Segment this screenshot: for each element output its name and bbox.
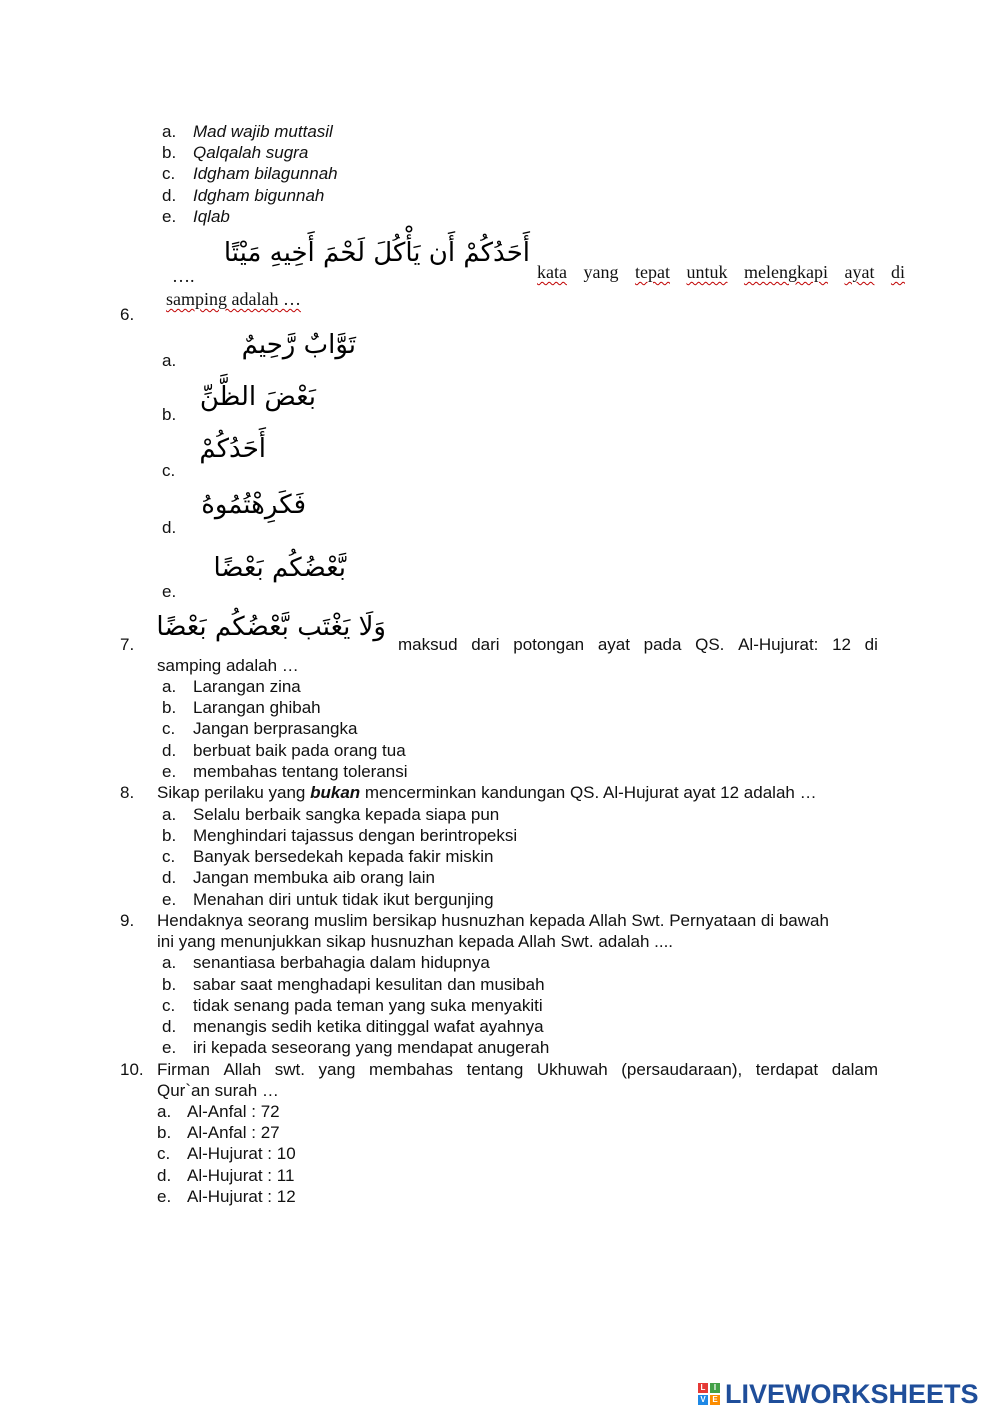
option-letter: d. (162, 741, 177, 760)
option-text: Idgham bilagunnah (193, 164, 338, 183)
option-letter: b. (157, 1123, 172, 1142)
arabic-verse: أَحَدُكُمْ أَن يَأْكُلَ لَحْمَ أَخِيهِ مَيْتًا (223, 238, 530, 268)
option-letter: a. (157, 1102, 172, 1121)
option-letter: c. (157, 1144, 171, 1163)
option-text: Qalqalah sugra (193, 143, 309, 162)
option-letter: e. (162, 207, 177, 226)
option-text: menangis sedih ketika ditinggal wafat ayahnya (193, 1017, 544, 1036)
question-text-line2: ini yang menunjukkan sikap husnuzhan kepada Allah Swt. adalah .... (157, 932, 674, 951)
option-text: Idgham bigunnah (193, 186, 325, 205)
option-letter: c. (162, 996, 176, 1015)
question-number: 7. (120, 635, 135, 654)
option-letter: c. (162, 847, 176, 866)
emphasis-word: bukan (310, 783, 361, 802)
option-text: Larangan zina (193, 677, 301, 696)
option-text: Al-Hujurat : 10 (187, 1144, 296, 1163)
option-letter: e. (162, 582, 177, 601)
option-text: sabar saat menghadapi kesulitan dan musibah (193, 975, 545, 994)
question-text-line2: samping adalah … (166, 289, 301, 309)
option-text: Al-Anfal : 72 (187, 1102, 280, 1121)
option-letter: b. (162, 826, 177, 845)
option-letter: e. (162, 1038, 177, 1057)
option-text: iri kepada seseorang yang mendapat anugerah (193, 1038, 550, 1057)
option-text: Al-Anfal : 27 (187, 1123, 280, 1142)
question-number: 9. (120, 911, 135, 930)
option-arabic: تَوَّابٌ رَّحِيمٌ (241, 330, 356, 360)
option-letter: c. (162, 164, 176, 183)
option-letter: b. (162, 975, 177, 994)
option-arabic: أَحَدُكُمْ (199, 434, 266, 464)
option-text: membahas tentang toleransi (193, 762, 408, 781)
option-letter: a. (162, 805, 177, 824)
question-number: 8. (120, 783, 135, 802)
option-text: Menghindari tajassus dengan berintropeksi (193, 826, 518, 845)
option-text: Mad wajib muttasil (193, 122, 333, 141)
option-letter: b. (162, 698, 177, 717)
logo-text: LIVEWORKSHEETS (725, 1378, 979, 1409)
option-letter: a. (162, 677, 177, 696)
question-number: 6. (120, 305, 135, 324)
option-letter: b. (162, 405, 177, 424)
option-letter: e. (157, 1187, 172, 1206)
option-letter: e. (162, 890, 177, 909)
option-text: Larangan ghibah (193, 698, 321, 717)
option-letter: c. (162, 461, 176, 480)
option-letter: d. (162, 186, 177, 205)
option-arabic: بَّعْضُكُم بَعْضًا (213, 553, 346, 583)
option-letter: b. (162, 143, 177, 162)
option-letter: a. (162, 351, 177, 370)
option-text: Jangan berprasangka (193, 719, 358, 738)
option-text: Selalu berbaik sangka kepada siapa pun (193, 805, 500, 824)
option-arabic: بَعْضَ الظَّنِّ (199, 382, 316, 412)
option-arabic: فَكَرِهْتُمُوهُ (201, 490, 306, 520)
option-letter: d. (162, 868, 177, 887)
option-text: berbuat baik pada orang tua (193, 741, 406, 760)
option-text: Jangan membuka aib orang lain (193, 868, 435, 887)
logo-icon: L I V E (698, 1383, 720, 1405)
question-text-line2: Qur`an surah … (157, 1081, 279, 1100)
option-text: senantiasa berbahagia dalam hidupnya (193, 953, 490, 972)
ellipsis: …. (172, 266, 195, 286)
option-letter: a. (162, 122, 177, 141)
option-text: Banyak bersedekah kepada fakir miskin (193, 847, 494, 866)
option-letter: d. (162, 518, 177, 537)
option-letter: c. (162, 719, 176, 738)
option-text: tidak senang pada teman yang suka menyakiti (193, 996, 543, 1015)
option-text: Al-Hujurat : 12 (187, 1187, 296, 1206)
option-letter: d. (162, 1017, 177, 1036)
question-text-line1: kata yang tepat untuk melengkapi ayat di (537, 262, 905, 282)
question-text-line1: Hendaknya seorang muslim bersikap husnuzhan kepada Allah Swt. Pernyataan di bawah (157, 911, 829, 930)
option-letter: d. (157, 1166, 172, 1185)
option-text: Iqlab (193, 207, 230, 226)
question-text: Sikap perilaku yang bukan mencerminkan kandungan QS. Al-Hujurat ayat 12 adalah … (157, 783, 817, 802)
option-text: Menahan diri untuk tidak ikut bergunjing (193, 890, 494, 909)
option-text: Al-Hujurat : 11 (187, 1166, 295, 1185)
question-text-line2: samping adalah … (157, 656, 299, 675)
option-letter: e. (162, 762, 177, 781)
liveworksheets-logo[interactable] (698, 1378, 979, 1410)
question-number: 10. (120, 1060, 144, 1079)
arabic-verse: وَلَا يَغْتَب بَّعْضُكُم بَعْضًا (156, 612, 386, 642)
question-text-line1: maksud dari potongan ayat pada QS. Al-Hujurat: 12 di (398, 635, 878, 654)
question-text-line1: Firman Allah swt. yang membahas tentang Ukhuwah (persaudaraan), terdapat dalam (157, 1060, 878, 1079)
option-letter: a. (162, 953, 177, 972)
